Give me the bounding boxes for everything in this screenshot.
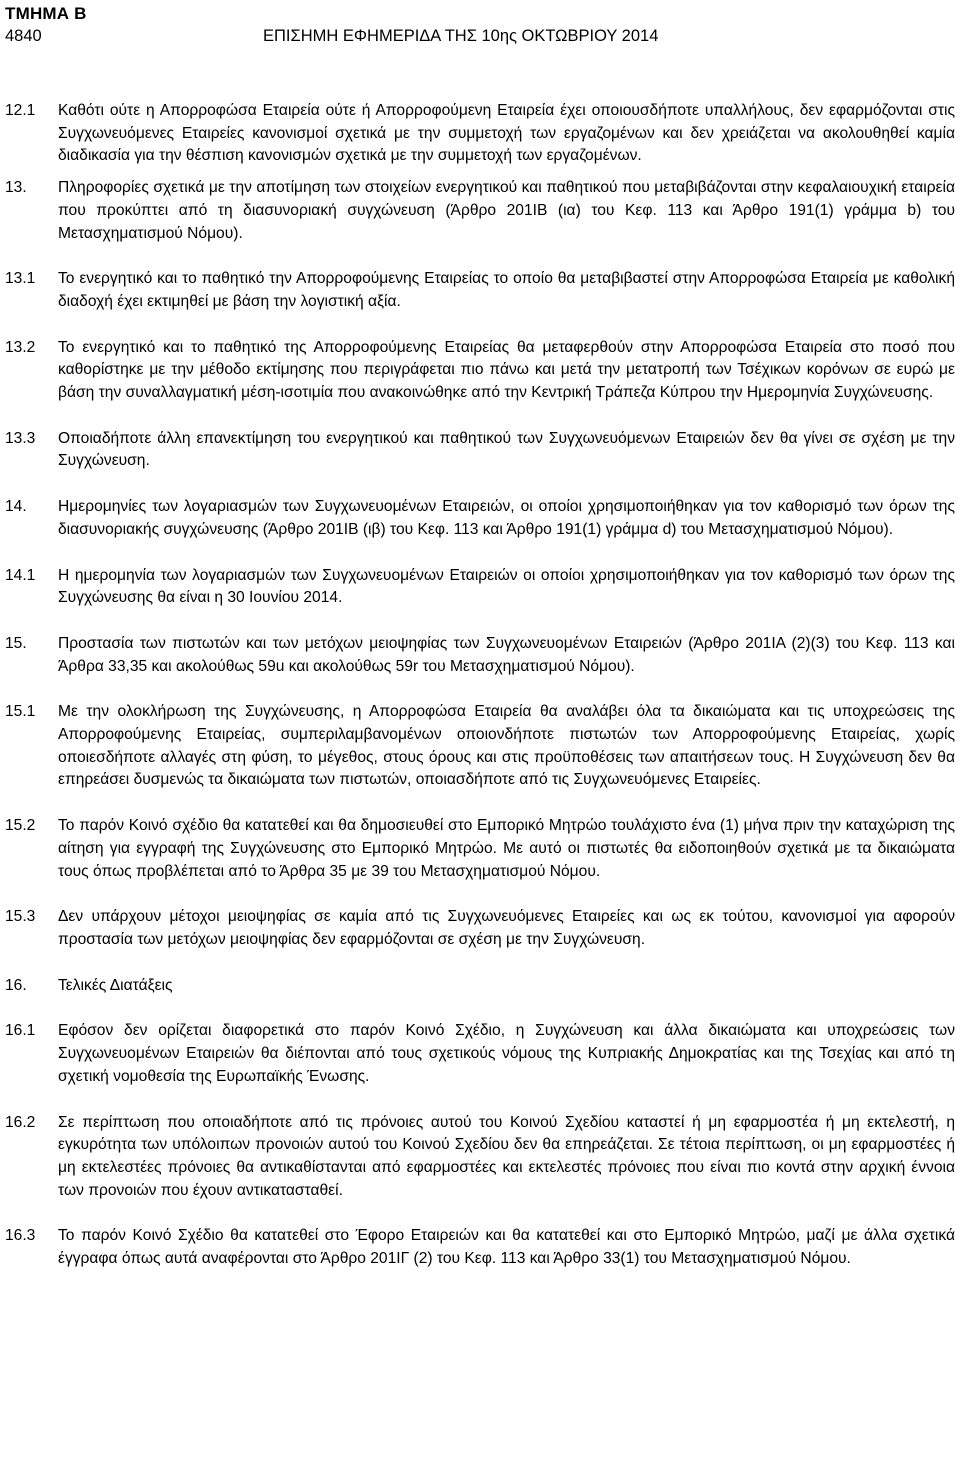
clause-16-3 <box>5 1225 955 1270</box>
clause-text: Η ημερομηνία των λογαριασμών των Συγχωνευομένων Εταιρειών οι οποίοι χρησιμοποιήθηκαν για τον καθορισμό των όρων της Συγχώνευσης θα είναι η 30 Ιουνίου 2014. <box>58 566 955 607</box>
clause-text: Το παρόν Κοινό Σχέδιο θα κατατεθεί στο Έφορο Εταιρειών και θα κατατεθεί και στο Εμπορικό Μητρώο, μαζί με άλλα σχετικά έγγραφα όπως αυτά αναφέρονται στο Άρθρο 201ΙΓ (2) του Κεφ. 113 και Άρθρο 33(1) του Μετασχηματισμού Νόμου. <box>58 1227 955 1268</box>
clause-text: Πληροφορίες σχετικά με την αποτίμηση των στοιχείων ενεργητικού και παθητικού που μεταβιβάζονται στην κεφαλαιουχική εταιρεία που προκύπτει από τη διασυνοριακή συγχώνευση (Άρθρο 201ΙΒ (ια) του Κεφ. 113 και Άρθρο 191(1) γράμμα b) του Μετασχηματισμού Νόμου). <box>58 179 955 242</box>
gazette-title: ΕΠΙΣΗΜΗ ΕΦΗΜΕΡΙΔΑ ΤΗΣ 10ης ΟΚΤΩΒΡΙΟΥ 2014 <box>263 27 659 45</box>
clause-text: Με την ολοκλήρωση της Συγχώνευσης, η Απορροφώσα Εταιρεία θα αναλάβει όλα τα δικαιώματα και τις υποχρεώσεις της Απορροφούμενης Εταιρείας, συμπεριλαμβανομένων οποιονδήποτε πιστωτών των Απορροφούμενης Εταιρείας, χωρίς οποιεσδήποτε αλλαγές στη φύση, το μέγεθος, στους όρους και στις προϋποθέσεις των απαιτήσεων τους. Η Συγχώνευση δεν θα επηρεάσει δυσμενώς τα δικαιώματα των πιστωτών, οποιασδήποτε από τις Συγχωνευόμενες Εταιρείες. <box>58 703 955 789</box>
clause-number: 16.1 <box>5 1022 36 1040</box>
clause-number: 16. <box>5 976 27 994</box>
clause-text: Τελικές Διατάξεις <box>58 976 173 994</box>
clause-text: Δεν υπάρχουν μέτοχοι μειοψηφίας σε καμία από τις Συγχωνευόμενες Εταιρείες και ως εκ τούτου, κανονισμοί για αφορούν προστασία των μετόχων μειοψηφίας δεν εφαρμόζονται σε σχέση με την Συγχώνευση. <box>58 908 955 948</box>
clause-number: 15. <box>5 634 27 652</box>
clause-number: 14.1 <box>5 566 36 584</box>
clause-15 <box>5 633 955 678</box>
clause-16-1 <box>5 1020 955 1088</box>
clause-14 <box>5 496 955 541</box>
clause-number: 14. <box>5 498 27 516</box>
clause-number: 16.3 <box>5 1227 36 1245</box>
page-number: 4840 <box>5 27 42 45</box>
clause-number: 13.1 <box>5 270 36 288</box>
clause-text: Ημερομηνίες των λογαριασμών των Συγχωνευομένων Εταιρειών, οι οποίοι χρησιμοποιήθηκαν για τον καθορισμό των όρων της διασυνοριακής συγχώνευσης (Άρθρο 201ΙΒ (ιβ) του Κεφ. 113 και Άρθρο 191(1) γράμμα d) του Μετασχηματισμού Νόμου). <box>58 498 955 538</box>
clause-number: 13.2 <box>5 338 36 356</box>
clause-number: 16.2 <box>5 1113 36 1131</box>
clause-15-3 <box>5 906 955 951</box>
clause-number: 12.1 <box>5 102 36 119</box>
clause-number: 13. <box>5 179 27 197</box>
clause-number: 15.2 <box>5 817 36 835</box>
clause-text: Το παρόν Κοινό σχέδιο θα κατατεθεί και θα δημοσιευθεί στο Εμπορικό Μητρώο τουλάχιστο ένα (1) μήνα πριν την καταχώριση της αίτηση για εγγραφή της Συγχώνευσης στο Εμπορικό Μητρώο. Με αυτό οι πιστωτές θα ειδοποιηθούν σχετικά με τα δικαιώματα τους όπως προβλέπεται από το Άρθρα 35 με 39 του Μετασχηματισμού Νόμου. <box>58 817 955 880</box>
clause-text: Καθότι ούτε η Απορροφώσα Εταιρεία ούτε ή Απορροφούμενη Εταιρεία έχει οποιουσδήποτε υπαλλήλους, δεν εφαρμόζονται στις Συγχωνευόμενες Εταιρείες κανονισμοί σχετικά με την συμμετοχή των εργαζομένων και δεν χρειάζεται να ακολουθηθεί καμία διαδικασία για την θέσπιση κανονισμών σχετικά με την συμμετοχή των εργαζομένων. <box>58 102 955 165</box>
clause-13-2 <box>5 337 955 405</box>
clause-number: 15.1 <box>5 703 36 721</box>
clause-text: Εφόσον δεν ορίζεται διαφορετικά στο παρόν Κοινό Σχέδιο, η Συγχώνευση και άλλα δικαιώματα και υποχρεώσεις των Συγχωνευομένων Εταιρειών θα διέπονται από τους σχετικούς νόμους της Κυπριακής Δημοκρατίας και της Τσεχίας και από τη σχετική νομοθεσία της Ευρωπαϊκής Ένωσης. <box>58 1022 955 1085</box>
clause-text: Οποιαδήποτε άλλη επανεκτίμηση του ενεργητικού και παθητικού των Συγχωνευόμενων Εταιρειών δεν θα γίνει σε σχέση με την Συγχώνευση. <box>58 429 955 470</box>
clause-text: Προστασία των πιστωτών και των μετόχων μειοψηφίας των Συγχωνευομένων Εταιρειών (Άρθρο 201ΙΑ (2)(3) του Κεφ. 113 και Άρθρα 33,35 και ακολούθως 59u και ακολούθως 59r του Μετασχηματισμού Νόμου). <box>58 634 955 675</box>
clause-16-heading <box>5 975 955 998</box>
clause-12-1 <box>5 100 955 168</box>
clause-13-1 <box>5 268 955 313</box>
document-body <box>5 100 955 1271</box>
clause-15-2 <box>5 815 955 883</box>
clause-15-1 <box>5 701 955 792</box>
clause-number: 15.3 <box>5 908 36 926</box>
clause-13 <box>5 177 955 245</box>
clause-text: Το ενεργητικό και το παθητικό της Απορροφούμενης Εταιρείας θα μεταφερθούν στην Απορροφώσα Εταιρεία στο ποσό που καθορίστηκε με την μέθοδο εκτίμησης που περιγράφεται πιο πάνω και μετά την μετατροπή των Τσέχικων κορόνων σε ευρώ με βάση την συναλλαγματική μέση-ισοτιμία που ανακοινώθηκε από την Κεντρική Τράπεζα Κύπρου την Ημερομηνία Συγχώνευσης. <box>58 338 955 402</box>
clause-number: 13.3 <box>5 429 36 447</box>
clause-text: Το ενεργητικό και το παθητικό την Απορροφούμενης Εταιρείας το οποίο θα μεταβιβαστεί στην Απορροφώσα Εταιρεία με καθολική διαδοχή έχει εκτιμηθεί με βάση την λογιστική αξία. <box>58 270 955 310</box>
section-label: ΤΜΗΜΑ Β <box>5 4 87 23</box>
clause-14-1 <box>5 565 955 610</box>
clause-text: Σε περίπτωση που οποιαδήποτε από τις πρόνοιες αυτού του Κοινού Σχεδίου καταστεί ή μη εφαρμοστέα ή μη εκτελεστή, η εγκυρότητα των υπόλοιπων προνοιών αυτού του Κοινού Σχεδίου δεν θα επηρεάζεται. Σε τέτοια περίπτωση, οι μη εφαρμοστέες ή μη εκτελεστέες πρόνοιες θα αντικαθίστανται από εφαρμοστέες και εκτελεστές πρόνοιες που είναι πιο κοντά στην αρχική έννοια των προνοιών που έχουν αντικατασταθεί. <box>58 1113 955 1199</box>
page-header <box>5 27 955 51</box>
clause-13-3 <box>5 428 955 473</box>
clause-16-2 <box>5 1112 955 1203</box>
